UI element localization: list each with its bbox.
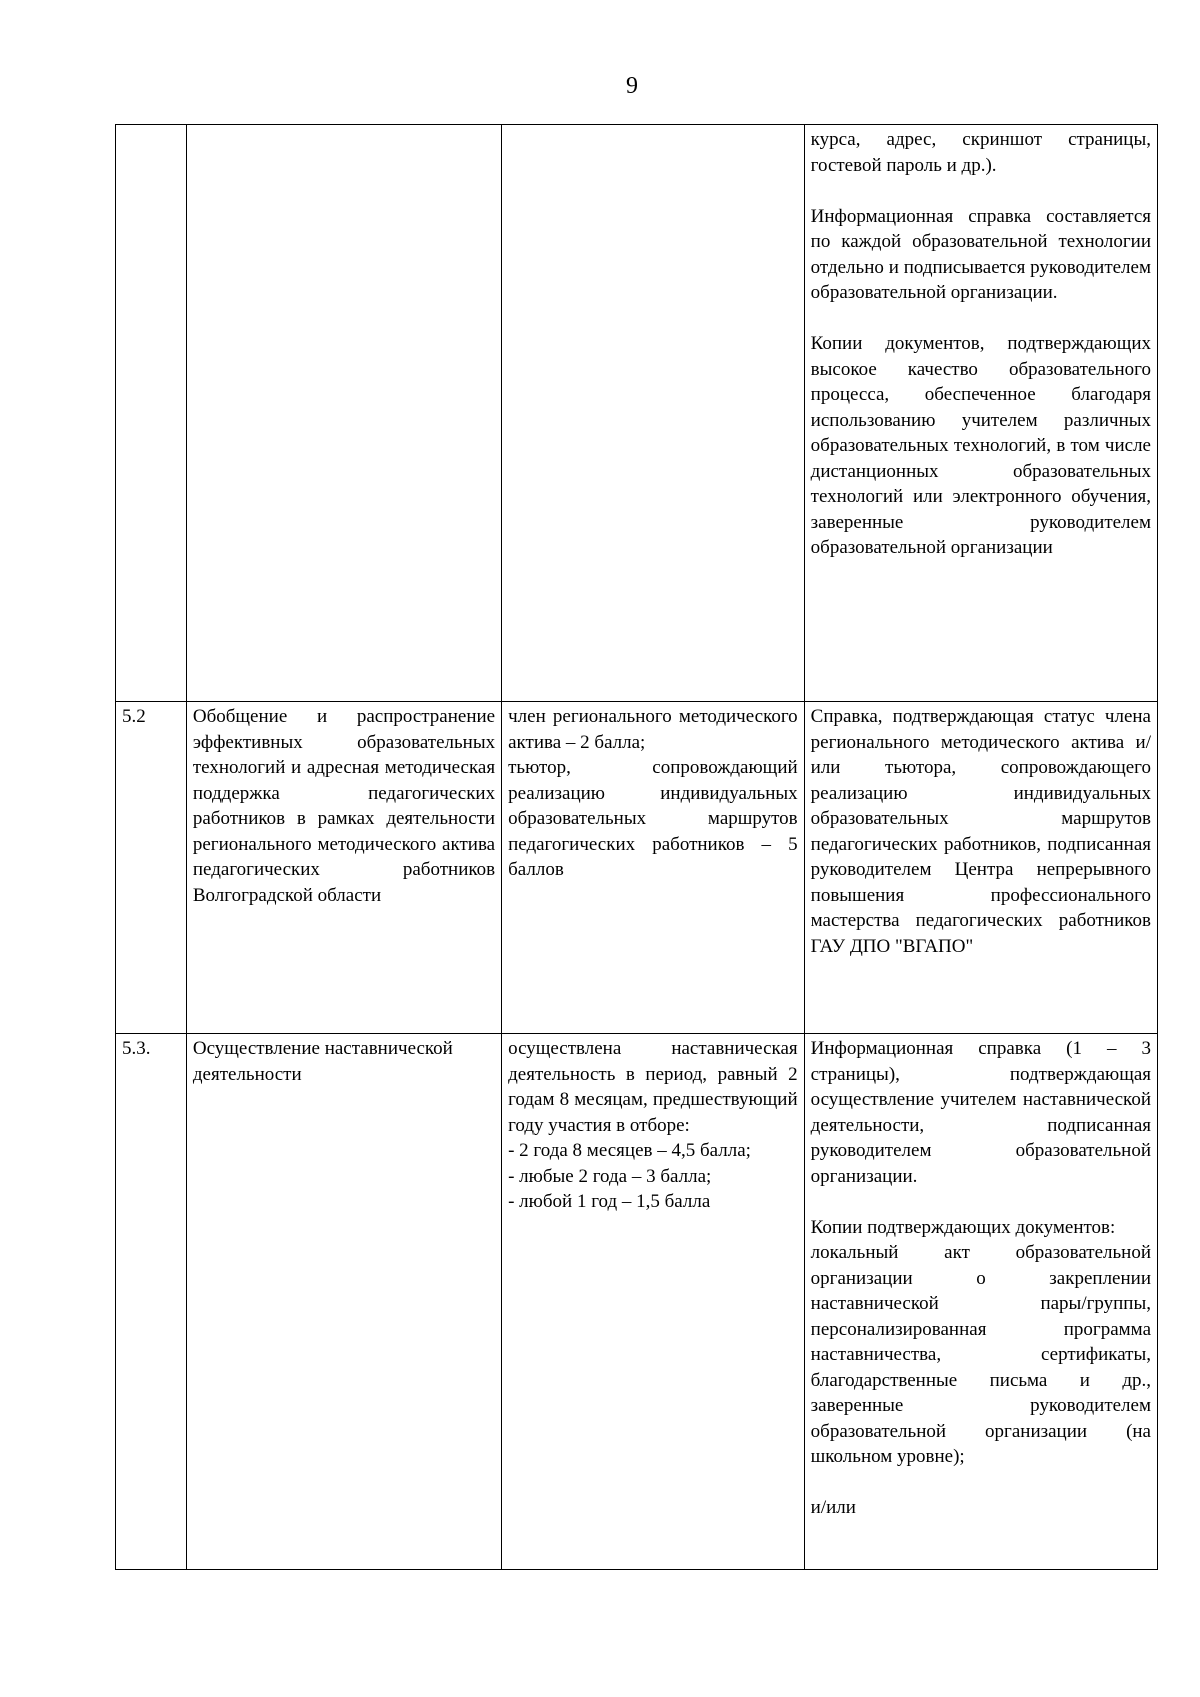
cell-criteria	[502, 1034, 805, 1570]
cell-number	[116, 125, 187, 702]
criterion-line: - любые 2 года – 3 балла;	[508, 1165, 712, 1187]
doc-paragraph: Справка, подтверждающая статус члена регионального методического актива и/или тьютора, сопровождающего реализацию индивидуальных образовательных маршрутов педагогических работников, подписанная руководителем Центра непрерывного повышения профессионального мастерства педагогических работников ГАУ ДПО "ВГАПО"	[810, 706, 1151, 957]
doc-paragraph: курса, адрес, скриншот страницы, гостевой пароль и др.).	[810, 129, 1151, 176]
table-row	[116, 702, 1158, 1034]
table-row	[116, 1034, 1158, 1570]
doc-paragraph: Копии документов, подтверждающих высокое качество образовательного процесса, обеспеченное благодаря использованию учителем различных образовательных технологий, в том числе дистанционных образовательных технологий или электронного обучения, заверенные руководителем образовательной организации	[810, 333, 1151, 558]
doc-paragraph: и/или	[810, 1497, 856, 1518]
cell-documents	[804, 1034, 1157, 1570]
doc-paragraph: локальный акт образовательной организации о закреплении наставнической пары/группы, персонализированная программа наставничества, сертификаты, благодарственные письма и др., заверенные руководителем образовательной организации (на школьном уровне);	[810, 1242, 1151, 1467]
cell-name	[186, 1034, 501, 1570]
table-row	[116, 125, 1158, 702]
criterion-name: Обобщение и распространение эффективных образовательных технологий и адресная методическая поддержка педагогических работников в рамках деятельности регионального методического актива педагогических работников Волгоградской области	[192, 706, 496, 906]
doc-paragraph: Информационная справка составляется по каждой образовательной технологии отдельно и подписывается руководителем образовательной организации.	[810, 205, 1151, 303]
cell-criteria	[502, 702, 805, 1034]
cell-documents	[804, 125, 1157, 702]
criteria-table	[115, 124, 1158, 1570]
criterion-line: член регионального методического актива – 2 балла;	[508, 706, 798, 753]
doc-paragraph: Копии подтверждающих документов:	[810, 1216, 1116, 1238]
doc-paragraph: Информационная справка (1 – 3 страницы), подтверждающая осуществление учителем наставнической деятельности, подписанная руководителем образовательной организации.	[810, 1038, 1151, 1187]
criterion-line: тьютор, сопровождающий реализацию индивидуальных образовательных маршрутов педагогических работников – 5 баллов	[508, 757, 798, 880]
criterion-name: Осуществление наставнической деятельности	[192, 1038, 453, 1085]
criterion-line: - 2 года 8 месяцев – 4,5 балла;	[508, 1140, 751, 1161]
cell-documents	[804, 702, 1157, 1034]
criterion-line: - любой 1 год – 1,5 балла	[508, 1191, 711, 1212]
cell-criteria	[502, 125, 805, 702]
page-number: 9	[626, 73, 638, 99]
cell-number: 5.3.	[116, 1034, 187, 1570]
cell-name	[186, 702, 501, 1034]
criterion-line: осуществлена наставническая деятельность в период, равный 2 годам 8 месяцам, предшествующий году участия в отборе:	[508, 1038, 798, 1136]
cell-number: 5.2	[116, 702, 187, 1034]
cell-name	[186, 125, 501, 702]
